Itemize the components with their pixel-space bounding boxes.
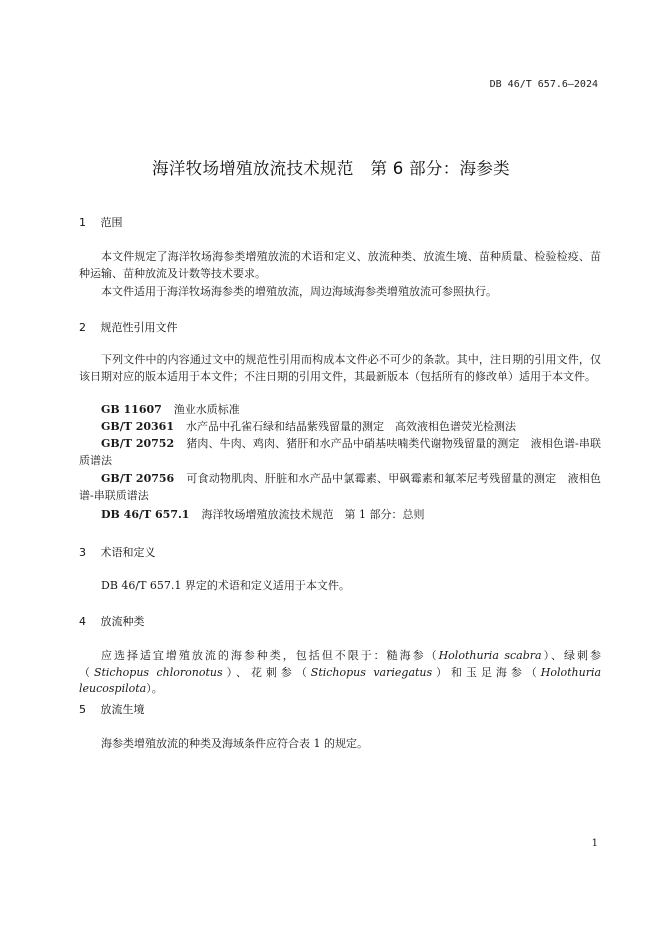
terms-paragraph: DB 46/T 657.1 界定的术语和定义适用于本文件。	[101, 579, 350, 592]
reference-title: 海洋牧场增殖放流技术规范 第 1 部分：总则	[201, 508, 425, 521]
reference-item	[79, 471, 601, 504]
species-text: ）、绿刺参（	[79, 649, 601, 679]
section-title: 放流种类	[100, 615, 145, 628]
section-number: 5	[79, 703, 86, 716]
section-title: 放流生境	[100, 703, 145, 716]
species-text: 应选择适宜增殖放流的海参种类，包括但不限于：糙海参（	[101, 649, 439, 662]
species-latin-name: Holothuria scabra	[438, 649, 542, 662]
reference-code: GB/T 20361	[101, 420, 174, 433]
section-5-heading	[79, 701, 145, 717]
section-number: 1	[79, 216, 86, 229]
section-title: 规范性引用文件	[100, 321, 178, 334]
species-text: ）和玉足海参（	[432, 665, 541, 679]
section-title: 范围	[100, 216, 123, 229]
reference-item	[79, 436, 601, 469]
scope-paragraph-2: 本文件适用于海洋牧场海参类的增殖放流，周边海域海参类增殖放流可参照执行。	[101, 285, 497, 298]
reference-item	[79, 507, 601, 524]
reference-title: 可食动物肌肉、肝脏和水产品中氯霉素、甲砜霉素和氟苯尼考残留量的测定 液相色谱-串联质谱法	[79, 472, 602, 502]
species-paragraph	[79, 648, 601, 698]
species-latin-name: Stichopus chloronotus	[93, 665, 223, 679]
page-number: 1	[591, 838, 598, 849]
reference-code: DB 46/T 657.1	[101, 508, 190, 521]
reference-item	[79, 402, 601, 419]
species-latin-name: Stichopus variegatus	[310, 665, 433, 679]
section-2-heading	[79, 319, 178, 335]
reference-code: GB/T 20752	[101, 437, 175, 450]
section-number: 4	[79, 615, 86, 628]
species-text: ）。	[146, 682, 163, 695]
section-number: 2	[79, 321, 86, 334]
reference-title: 猪肉、牛肉、鸡肉、猪肝和水产品中硝基呋喃类代谢物残留量的测定 液相色谱-串联质谱法	[79, 437, 601, 467]
document-title: 海洋牧场增殖放流技术规范 第 6 部分：海参类	[152, 159, 510, 178]
section-1-heading	[79, 214, 123, 230]
reference-item	[79, 419, 601, 436]
scope-paragraph-1: 本文件规定了海洋牧场海参类增殖放流的术语和定义、放流种类、放流生境、苗种质量、检验检疫、苗种运输、苗种放流及计数等技术要求。	[79, 250, 601, 280]
references-intro: 下列文件中的内容通过文中的规范性引用而构成本文件必不可少的条款。其中，注日期的引用文件，仅该日期对应的版本适用于本文件；不注日期的引用文件，其最新版本（包括所有的修改单）适用于本文件。	[79, 353, 601, 383]
species-text: ）、花刺参（	[222, 665, 311, 679]
document-code: DB 46/T 657.6—2024	[489, 79, 598, 90]
section-4-heading	[79, 613, 145, 629]
section-title: 术语和定义	[100, 546, 156, 559]
species-latin-name: Holothuria leucospilota	[79, 665, 602, 695]
reference-code: GB/T 20756	[101, 472, 175, 485]
reference-title: 渔业水质标准	[173, 403, 240, 416]
section-number: 3	[79, 546, 86, 559]
habitat-paragraph: 海参类增殖放流的种类及海域条件应符合表 1 的规定。	[101, 737, 368, 750]
reference-code: GB 11607	[101, 403, 162, 416]
section-3-heading	[79, 544, 156, 560]
reference-title: 水产品中孔雀石绿和结晶紫残留量的测定 高效液相色谱荧光检测法	[186, 420, 516, 433]
